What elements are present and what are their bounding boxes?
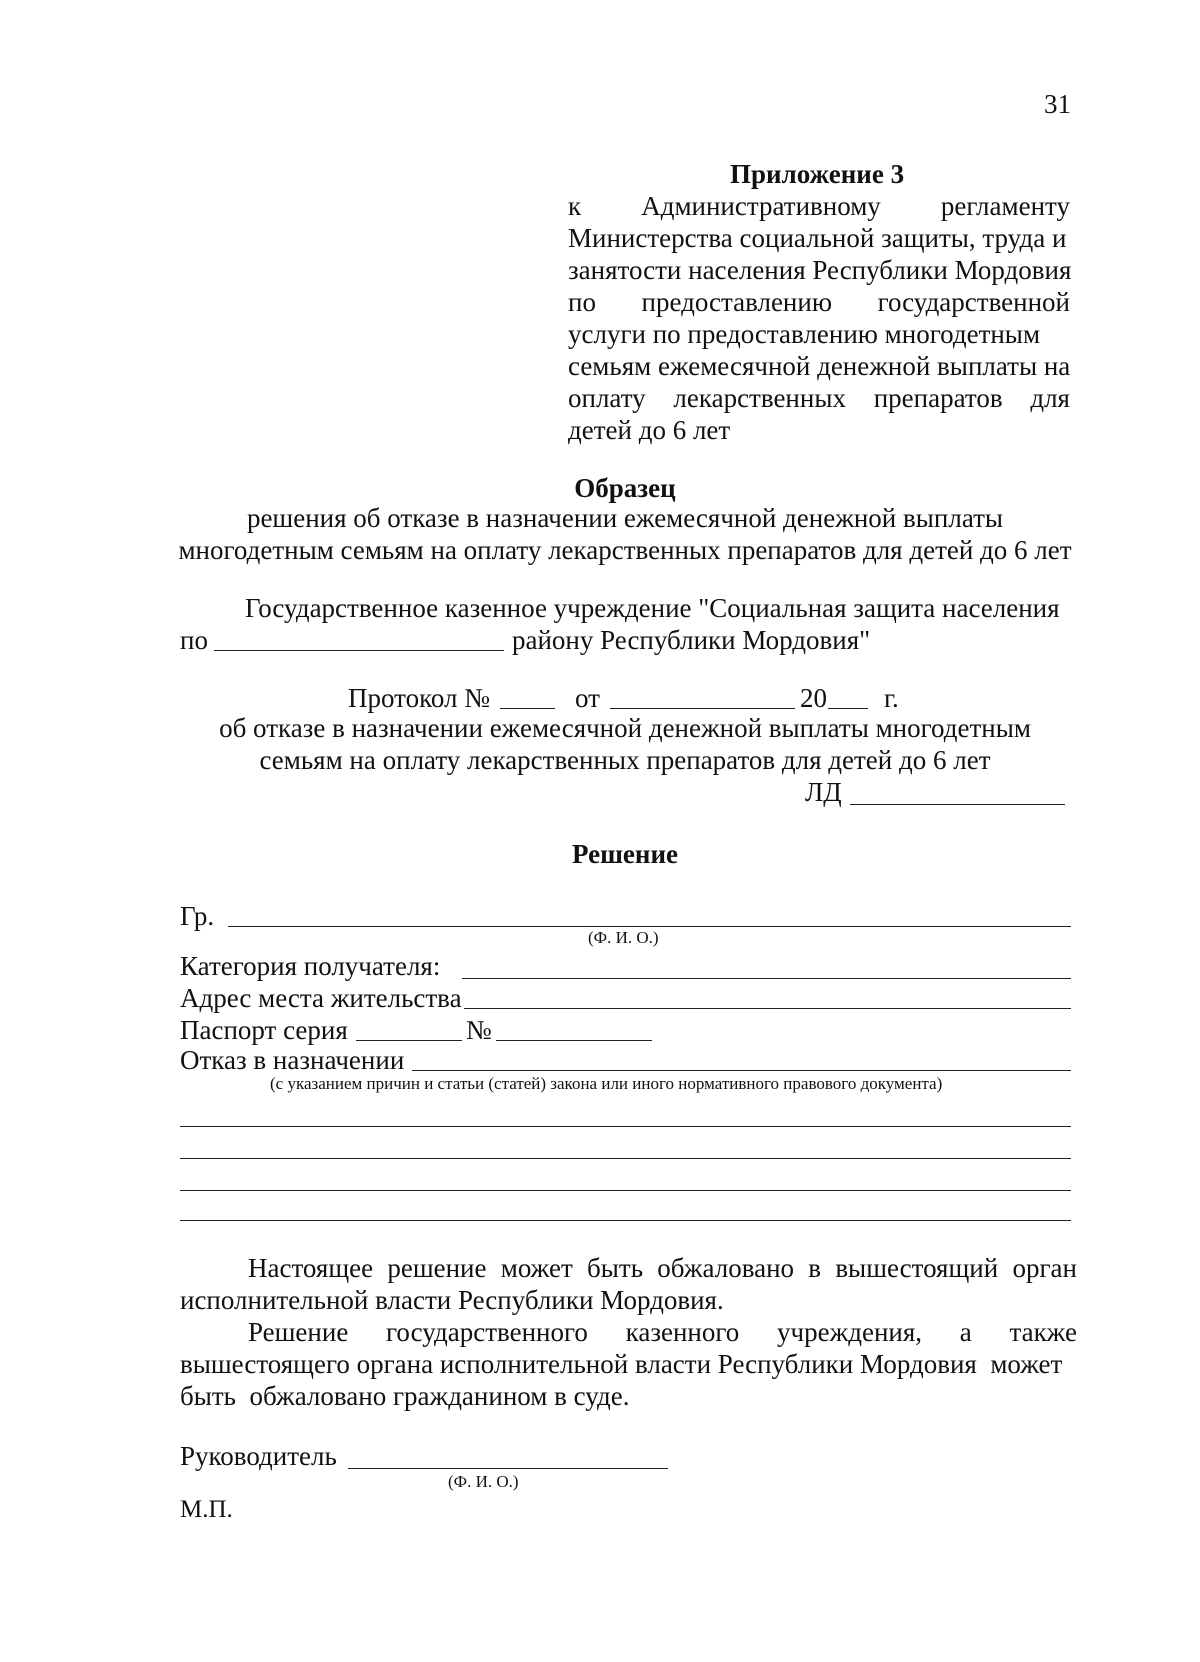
appendix-line-5: услуги по предоставлению многодетным bbox=[568, 319, 1041, 349]
appeal-word: Решение bbox=[248, 1317, 349, 1347]
ld-label: ЛД bbox=[805, 777, 842, 807]
citizen-fio-hint: (Ф. И. О.) bbox=[588, 928, 659, 947]
protocol-line-3: семьям на оплату лекарственных препаратов для детей до 6 лет bbox=[259, 745, 991, 775]
head-fio-hint: (Ф. И. О.) bbox=[448, 1472, 519, 1491]
appeal-para-1-line-1 bbox=[248, 1252, 1077, 1284]
refusal-label: Отказ в назначении bbox=[180, 1045, 405, 1075]
appendix-title: Приложение 3 bbox=[730, 159, 905, 189]
appendix-line-8: детей до 6 лет bbox=[568, 415, 731, 445]
appeal-para-2-line-1 bbox=[248, 1316, 1077, 1348]
stamp-label: М.П. bbox=[180, 1496, 233, 1523]
institution-prefix: по bbox=[180, 625, 208, 655]
refusal-hint: (с указанием причин и статьи (статей) закона или иного нормативного правового документа) bbox=[270, 1074, 943, 1093]
reason-line-2[interactable] bbox=[180, 1158, 1071, 1159]
appeal-word: обжаловано bbox=[657, 1253, 795, 1283]
reason-line-1[interactable] bbox=[180, 1126, 1071, 1127]
passport-number-blank[interactable] bbox=[496, 1040, 652, 1041]
passport-label: Паспорт серия bbox=[180, 1015, 348, 1045]
appendix-word: регламенту bbox=[940, 191, 1070, 221]
appendix-line-4 bbox=[568, 286, 1070, 318]
appendix-word: препаратов bbox=[873, 383, 1003, 413]
sample-subtitle-1: решения об отказе в назначении ежемесячной денежной выплаты bbox=[246, 503, 1004, 533]
appendix-line-7 bbox=[568, 382, 1070, 414]
appeal-word: орган bbox=[1012, 1253, 1077, 1283]
appendix-word: предоставлению bbox=[641, 287, 833, 317]
appendix-word: для bbox=[1030, 383, 1070, 413]
address-blank[interactable] bbox=[464, 1008, 1071, 1009]
district-blank[interactable] bbox=[214, 650, 504, 651]
protocol-date-blank[interactable] bbox=[610, 708, 795, 709]
citizen-label: Гр. bbox=[180, 901, 215, 931]
refusal-blank[interactable] bbox=[412, 1070, 1071, 1071]
page-number: 31 bbox=[1044, 89, 1071, 119]
address-label: Адрес места жительства bbox=[180, 983, 462, 1013]
appeal-word: государственного bbox=[386, 1317, 588, 1347]
appeal-word: быть bbox=[587, 1253, 644, 1283]
decision-title: Решение bbox=[572, 839, 678, 869]
reason-line-4[interactable] bbox=[180, 1220, 1071, 1221]
ld-blank[interactable] bbox=[850, 804, 1065, 805]
appendix-word: по bbox=[568, 287, 596, 317]
reason-line-3[interactable] bbox=[180, 1190, 1071, 1191]
appendix-line-2: Министерства социальной защиты, труда и bbox=[568, 223, 1067, 253]
protocol-year-prefix: 20 bbox=[800, 683, 827, 713]
appendix-line-3: занятости населения Республики Мордовия bbox=[568, 255, 1072, 285]
appeal-word: может bbox=[500, 1253, 573, 1283]
appeal-para-2-line-2: вышестоящего органа исполнительной власти Республики Мордовия может bbox=[180, 1349, 1063, 1379]
sample-title: Образец bbox=[574, 473, 676, 503]
appendix-word: Административному bbox=[641, 191, 881, 221]
appeal-word: а bbox=[959, 1317, 972, 1347]
appendix-word: государственной bbox=[877, 287, 1070, 317]
appeal-word: Настоящее bbox=[248, 1253, 374, 1283]
institution-suffix: району Республики Мордовия" bbox=[512, 625, 871, 655]
appeal-word: учреждения, bbox=[777, 1317, 923, 1347]
appendix-word: оплату bbox=[568, 383, 646, 413]
protocol-from: от bbox=[575, 683, 600, 713]
appendix-line-1 bbox=[568, 190, 1070, 222]
institution-line-1: Государственное казенное учреждение "Социальная защита населения bbox=[245, 593, 1060, 623]
protocol-year-blank[interactable] bbox=[828, 708, 868, 709]
head-signature-blank[interactable] bbox=[348, 1468, 668, 1469]
passport-series-blank[interactable] bbox=[356, 1040, 462, 1041]
citizen-name-blank[interactable] bbox=[228, 926, 1071, 927]
passport-number-label: № bbox=[466, 1015, 492, 1045]
sample-subtitle-2: многодетным семьям на оплату лекарственных препаратов для детей до 6 лет bbox=[178, 535, 1072, 565]
category-label: Категория получателя: bbox=[180, 951, 441, 981]
appeal-para-1-line-2: исполнительной власти Республики Мордовия. bbox=[180, 1285, 724, 1315]
appeal-word: также bbox=[1009, 1317, 1077, 1347]
appeal-word: решение bbox=[387, 1253, 487, 1283]
appendix-word: к bbox=[568, 191, 582, 221]
protocol-year-suffix: г. bbox=[884, 683, 899, 713]
appendix-line-6: семьям ежемесячной денежной выплаты на bbox=[568, 351, 1071, 381]
appendix-word: лекарственных bbox=[673, 383, 846, 413]
appeal-word: казенного bbox=[625, 1317, 740, 1347]
appeal-word: в bbox=[808, 1253, 822, 1283]
appeal-word: вышестоящий bbox=[835, 1253, 999, 1283]
protocol-line-2: об отказе в назначении ежемесячной денежной выплаты многодетным bbox=[219, 713, 1031, 743]
appeal-para-2-line-3: быть обжаловано гражданином в суде. bbox=[180, 1381, 630, 1411]
protocol-number-blank[interactable] bbox=[500, 708, 555, 709]
head-label: Руководитель bbox=[180, 1441, 337, 1471]
protocol-label: Протокол № bbox=[348, 683, 490, 713]
category-blank[interactable] bbox=[462, 978, 1071, 979]
